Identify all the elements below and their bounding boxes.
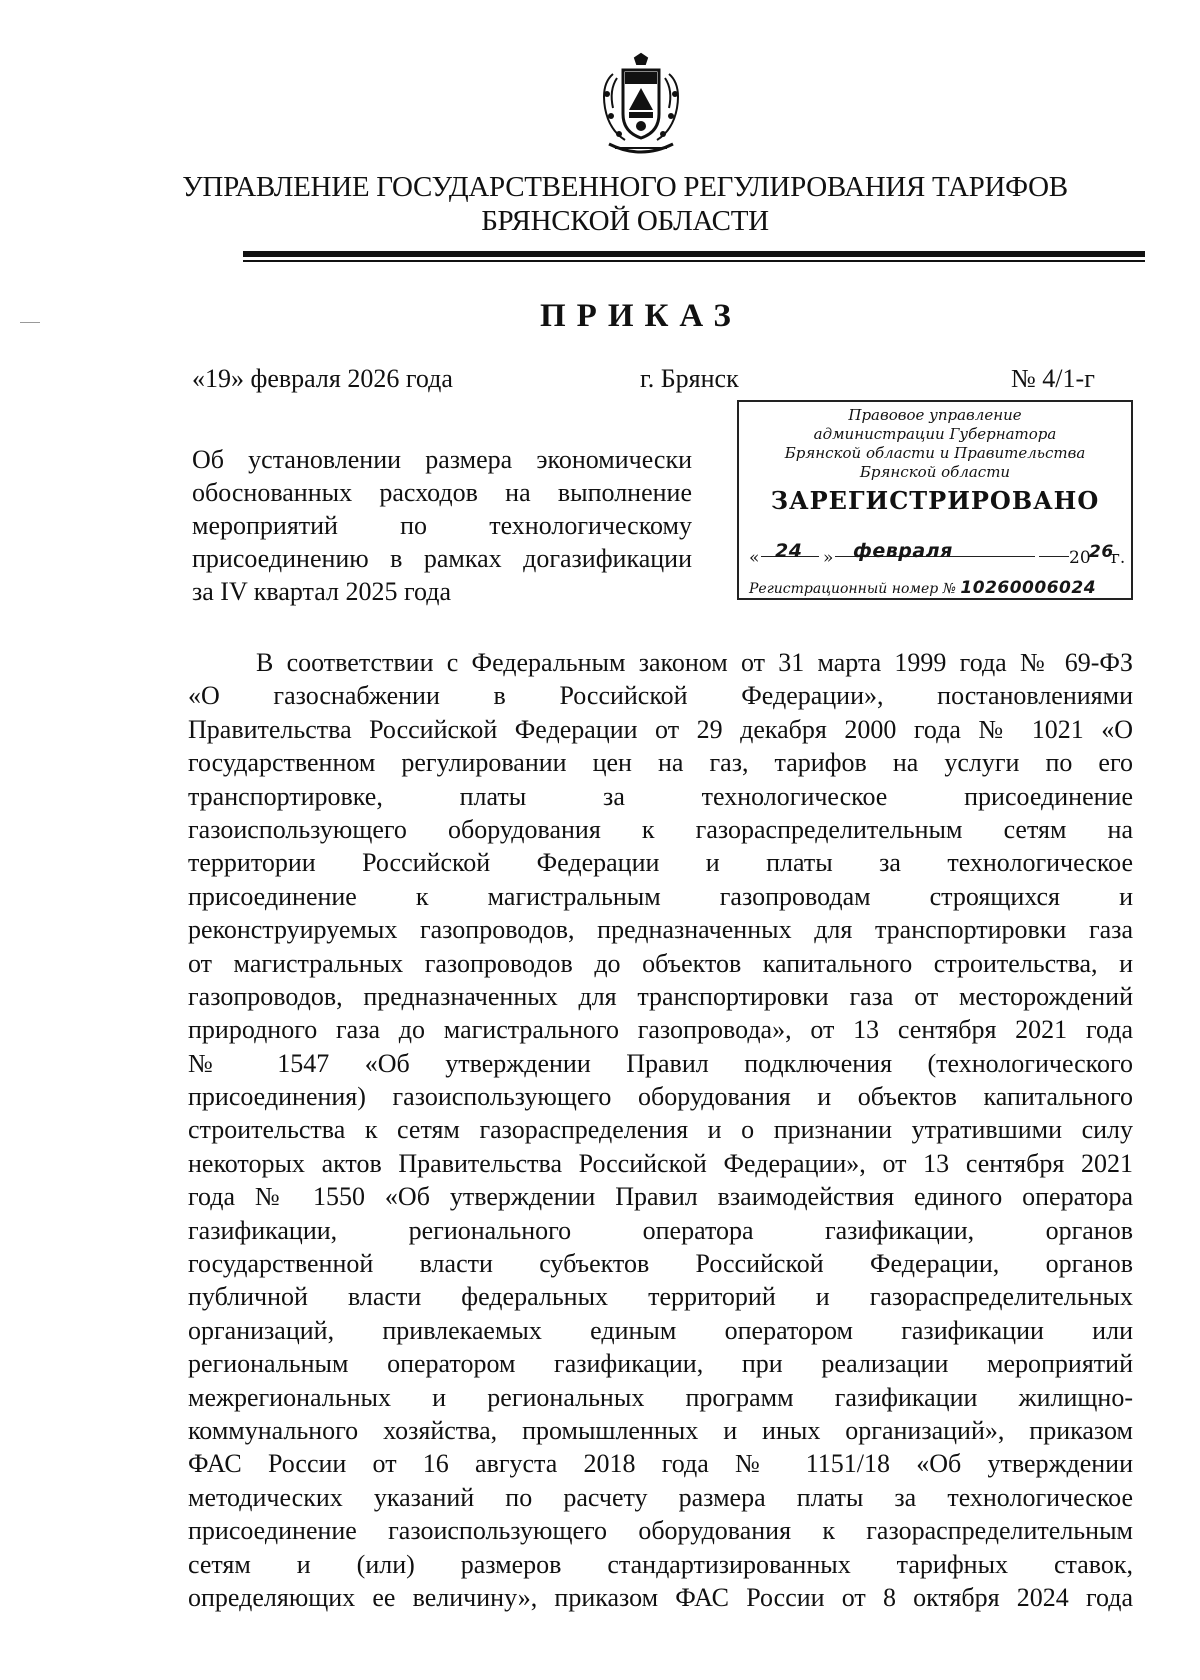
stamp-date-day: 24	[775, 540, 803, 562]
body-line: региональным оператором газификации, при реализации мероприятий	[188, 1349, 1133, 1379]
stamp-org-line: администрации Губернатора	[813, 425, 1057, 443]
order-body	[188, 646, 1133, 1614]
body-line: определяющих ее величину», приказом ФАС России от 8 октября 2024 года	[188, 1582, 1133, 1612]
document-title: ПРИКАЗ	[540, 298, 742, 334]
body-line: территории Российской Федерации и платы за технологическое	[188, 848, 1133, 878]
subject-line: мероприятий по технологическому	[192, 511, 692, 540]
scan-margin-mark	[20, 322, 40, 323]
body-line: государственной власти субъектов Российской Федерации, органов	[188, 1249, 1133, 1279]
stamp-date-year-unit: г.	[1111, 548, 1126, 568]
stamp-registration-number	[749, 578, 1125, 599]
body-line: № 1547 «Об утверждении Правил подключения (технологического	[188, 1048, 1133, 1078]
stamp-regnum-value: 10260006024	[960, 578, 1097, 598]
body-line: от магистральных газопроводов до объектов капитального строительства, и	[188, 948, 1133, 978]
subject-line: обоснованных расходов на выполнение	[192, 478, 692, 507]
body-line: транспортировке, платы за технологическое присоединение	[188, 781, 1133, 811]
subject-line: Об установлении размера экономически	[192, 445, 692, 474]
stamp-date-month: февраля	[853, 540, 953, 562]
body-line: ФАС России от 16 августа 2018 года № 1151/18 «Об утверждении	[188, 1449, 1133, 1479]
body-line: Правительства Российской Федерации от 29 декабря 2000 года № 1021 «О	[188, 714, 1133, 744]
body-line: строительства к сетям газораспределения и о признании утратившими силу	[188, 1115, 1133, 1145]
stamp-registered-label: ЗАРЕГИСТРИРОВАНО	[770, 486, 1100, 515]
subject-line: присоединению в рамках догазификации	[192, 544, 692, 573]
organization-name-line-1: УПРАВЛЕНИЕ ГОСУДАРСТВЕННОГО РЕГУЛИРОВАНИЯ ТАРИФОВ	[182, 171, 1068, 203]
header-rule-thick	[243, 251, 1145, 257]
body-line: газоиспользующего оборудования к газораспределительным сетям на	[188, 814, 1133, 844]
body-line: газификации, регионального оператора газификации, органов	[188, 1215, 1133, 1245]
body-line: присоединение к магистральным газопроводам строящихся и	[188, 881, 1133, 911]
order-subject	[192, 443, 692, 608]
body-line: «О газоснабжении в Российской Федерации», постановлениями	[188, 681, 1133, 711]
body-line: методических указаний по расчету размера платы за технологическое	[188, 1482, 1133, 1512]
body-line: некоторых актов Правительства Российской Федерации», от 13 сентября 2021	[188, 1148, 1133, 1178]
order-number: № 4/1-г	[1011, 364, 1095, 393]
body-line: межрегиональных и региональных программ газификации жилищно-	[188, 1382, 1133, 1412]
body-line: сетям и (или) размеров стандартизированных тарифных ставок,	[188, 1549, 1133, 1579]
order-city: г. Брянск	[640, 364, 739, 393]
body-line: присоединения) газоиспользующего оборудования и объектов капитального	[188, 1082, 1133, 1112]
body-line: организаций, привлекаемых единым оператором газификации или	[188, 1315, 1133, 1345]
stamp-org-line: Брянской области	[859, 463, 1011, 481]
organization-name-line-2: БРЯНСКОЙ ОБЛАСТИ	[481, 205, 769, 237]
body-line: природного газа до магистрального газопровода», от 13 сентября 2021 года	[188, 1015, 1133, 1045]
body-line: газопроводов, предназначенных для транспортировки газа от месторождений	[188, 981, 1133, 1011]
body-line: публичной власти федеральных территорий и газораспределительных	[188, 1282, 1133, 1312]
subject-line: за IV квартал 2025 года	[192, 577, 451, 606]
stamp-regnum-label: Регистрационный номер №	[749, 581, 956, 597]
stamp-date-year-prefix: 20	[1069, 548, 1091, 568]
stamp-date-close-quote: »	[823, 548, 834, 568]
stamp-date	[749, 542, 1125, 572]
coat-of-arms-icon	[595, 52, 687, 156]
stamp-date-open-quote: «	[749, 548, 760, 568]
body-line: коммунального хозяйства, промышленных и иных организаций», приказом	[188, 1415, 1133, 1445]
body-line: реконструируемых газопроводов, предназначенных для транспортировки газа	[188, 915, 1133, 945]
stamp-date-year-suffix: 26	[1089, 542, 1114, 562]
body-line: присоединение газоиспользующего оборудования к газораспределительным	[188, 1516, 1133, 1546]
stamp-org-line: Брянской области и Правительства	[784, 444, 1086, 462]
order-date: «19» февраля 2026 года	[192, 364, 453, 393]
organization-name	[150, 170, 1100, 238]
header-rule-thin	[243, 260, 1145, 262]
stamp-year-underline	[1039, 556, 1069, 557]
body-line: В соответствии с Федеральным законом от 31 марта 1999 года № 69-ФЗ	[256, 648, 1133, 677]
body-line: государственном регулировании цен на газ, тарифов на услуги по его	[188, 748, 1133, 778]
registration-stamp	[737, 400, 1133, 600]
body-line: года № 1550 «Об утверждении Правил взаимодействия единого оператора	[188, 1182, 1133, 1212]
stamp-org-line: Правовое управление	[848, 406, 1022, 424]
